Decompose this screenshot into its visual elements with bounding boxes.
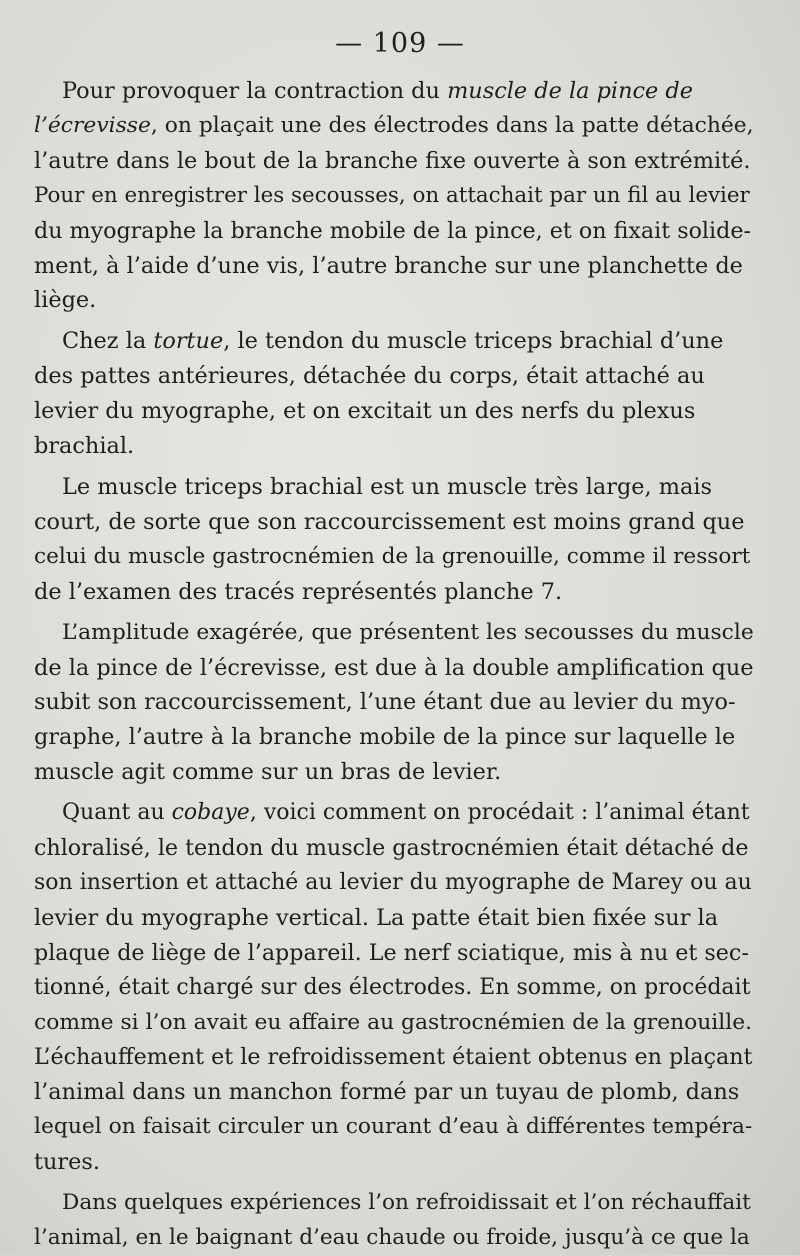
- paragraph: [34, 616, 754, 791]
- text-run: comme si l’on avait eu affaire au gastrocnémien de la grenouille.: [34, 1009, 753, 1035]
- text-run: l’animal, en le baignant d’eau chaude ou froide, jusqu’à ce que la: [34, 1225, 750, 1250]
- text-run: des pattes antérieures, détachée du corps, était attaché au: [34, 363, 705, 390]
- page-number: — 109 —: [335, 28, 465, 59]
- text-run: l’écrevisse: [34, 112, 151, 138]
- text-run: Dans quelques expériences l’on refroidissait et l’on réchauffait: [62, 1190, 751, 1216]
- text-line: [34, 1145, 754, 1180]
- text-run: muscle agit comme sur un bras de levier.: [34, 759, 502, 786]
- text-line: [34, 755, 754, 790]
- text-run: Chez la: [62, 328, 154, 355]
- text-run: Quant au: [62, 800, 172, 826]
- text-line: [34, 283, 754, 318]
- text-run: tures.: [34, 1149, 100, 1176]
- text-line: [34, 429, 754, 464]
- text-line: [34, 1110, 754, 1145]
- text-line: [34, 720, 754, 755]
- text-run: de l’examen des tracés représentés planche 7.: [34, 578, 563, 605]
- text-line: [34, 831, 754, 866]
- text-line: [34, 796, 754, 831]
- text-run: levier du myographe vertical. La patte était bien fixée sur la: [34, 904, 719, 931]
- paragraph: [34, 74, 754, 318]
- text-line: [34, 616, 754, 651]
- text-line: [34, 470, 754, 505]
- text-run: plaque de liège de l’appareil. Le nerf sciatique, mis à nu et sec-: [34, 939, 749, 966]
- text-run: Pour provoquer la contraction du: [62, 78, 448, 104]
- text-line: [34, 685, 754, 720]
- text-run: , on plaçait une des électrodes dans la patte détachée,: [150, 112, 754, 138]
- paragraph: [34, 796, 754, 1180]
- text-run: chloralisé, le tendon du muscle gastrocnémien était détaché de: [34, 835, 749, 862]
- text-line: [34, 74, 754, 109]
- text-run: muscle de la pince de: [447, 78, 694, 104]
- text-run: ment, à l’aide d’une vis, l’autre branche sur une planchette de: [34, 252, 743, 279]
- text-run: L’échauffement et le refroidissement étaient obtenus en plaçant: [34, 1044, 753, 1071]
- text-line: [34, 540, 754, 575]
- text-run: du myographe la branche mobile de la pince, et on fixait solide-: [34, 217, 751, 244]
- text-line: [34, 651, 754, 686]
- text-run: liège.: [34, 287, 97, 314]
- text-run: Pour en enregistrer les secousses, on attachait par un fil au levier: [34, 182, 750, 208]
- paragraph: [34, 324, 754, 464]
- text-run: brachial.: [34, 433, 135, 460]
- text-run: son insertion et attaché au levier du myographe de Marey ou au: [34, 869, 752, 895]
- text-run: , voici comment on procédait : l’animal étant: [249, 800, 750, 826]
- text-line: [34, 249, 754, 284]
- text-run: levier du myographe, et on excitait un des nerfs du plexus: [34, 398, 696, 425]
- text-line: [34, 214, 754, 249]
- text-line: [34, 936, 754, 971]
- text-line: [34, 971, 754, 1006]
- text-run: tionné, était chargé sur des électrodes. En somme, on procédait: [34, 974, 751, 1000]
- text-line: [34, 179, 754, 214]
- text-line: [34, 324, 754, 359]
- text-line: [34, 866, 754, 901]
- text-line: [34, 575, 754, 610]
- text-run: court, de sorte que son raccourcissement est moins grand que: [34, 508, 745, 535]
- text-line: [34, 1186, 754, 1221]
- text-line: [34, 1075, 754, 1110]
- text-run: celui du muscle gastrocnémien de la grenouille, comme il ressort: [34, 543, 751, 569]
- text-line: [34, 394, 754, 429]
- text-line: [34, 1221, 754, 1256]
- paragraph: [34, 1186, 754, 1256]
- text-run: l’autre dans le bout de la branche fixe ouverte à son extrémité.: [34, 147, 751, 174]
- text-run: Le muscle triceps brachial est un muscle très large, mais: [62, 473, 713, 500]
- text-line: [34, 1006, 754, 1041]
- paragraph: [34, 470, 754, 610]
- text-run: L’amplitude exagérée, que présentent les secousses du muscle: [62, 619, 754, 645]
- text-run: l’animal dans un manchon formé par un tuyau de plomb, dans: [34, 1079, 740, 1106]
- body-text: [34, 74, 754, 1256]
- text-line: [34, 359, 754, 394]
- text-run: graphe, l’autre à la branche mobile de la pince sur laquelle le: [34, 724, 736, 751]
- text-line: [34, 1040, 754, 1075]
- text-run: cobaye: [171, 800, 250, 826]
- text-line: [34, 144, 754, 179]
- text-run: subit son raccourcissement, l’une étant due au levier du myo-: [34, 689, 736, 716]
- text-run: , le tendon du muscle triceps brachial d’une: [223, 328, 724, 355]
- text-line: [34, 901, 754, 936]
- text-run: de la pince de l’écrevisse, est due à la double amplification que: [34, 654, 754, 681]
- text-run: tortue: [153, 328, 224, 355]
- text-line: [34, 505, 754, 540]
- text-line: [34, 109, 754, 144]
- text-run: lequel on faisait circuler un courant d’eau à différentes tempéra-: [34, 1114, 753, 1140]
